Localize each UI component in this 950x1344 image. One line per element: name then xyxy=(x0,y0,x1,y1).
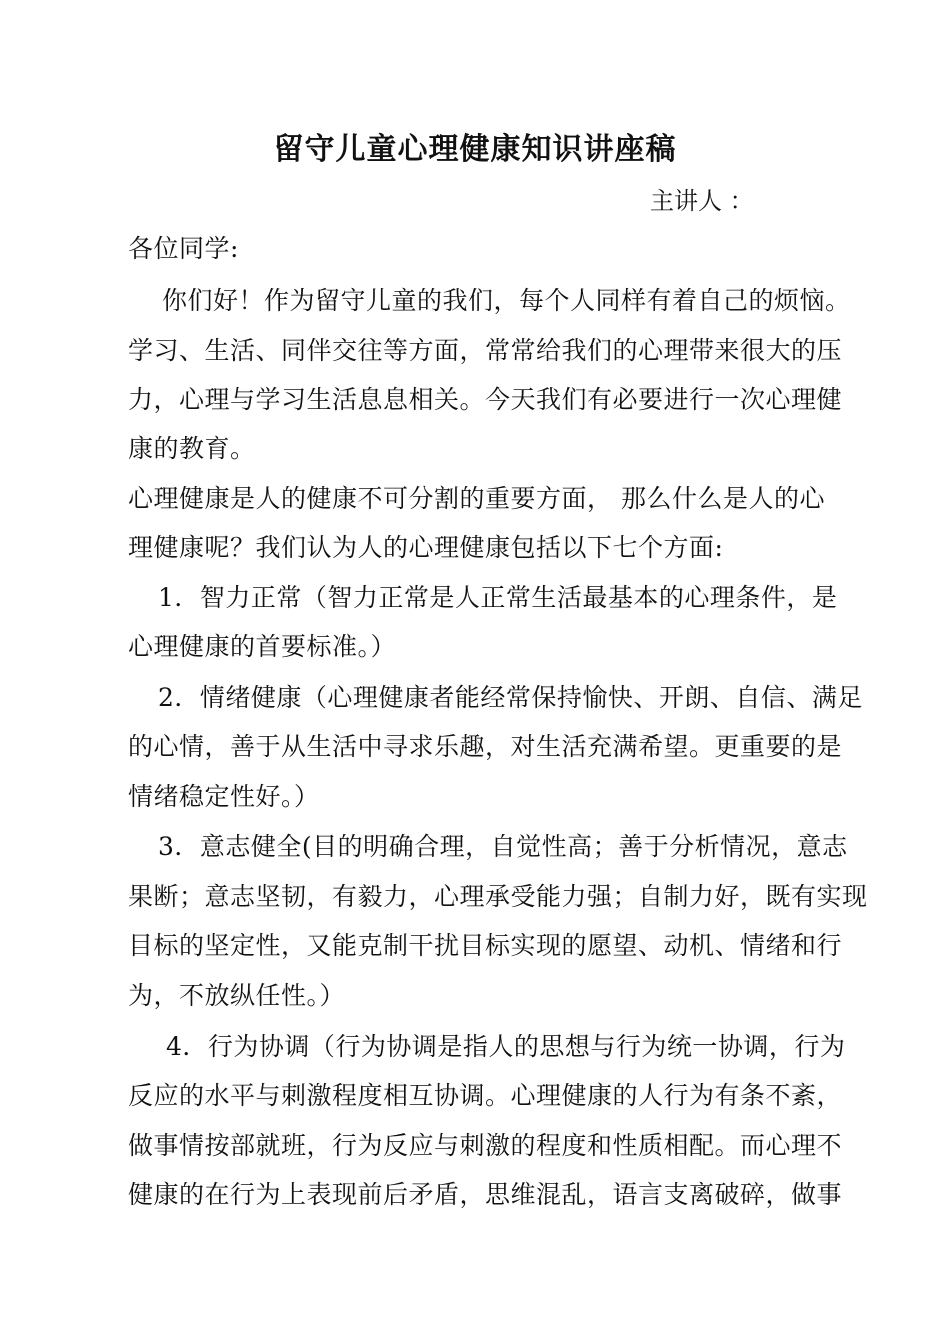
list-item-line: 3．意志健全(目的明确合理，自觉性高；善于分析情况，意志 xyxy=(158,832,848,861)
paragraph-line: 你们好！作为留守儿童的我们，每个人同样有着自己的烦恼。 xyxy=(162,286,851,315)
paragraph-line: 理健康呢？我们认为人的心理健康包括以下七个方面: xyxy=(128,533,724,562)
list-item-line: 健康的在行为上表现前后矛盾，思维混乱，语言支离破碎，做事 xyxy=(128,1180,843,1209)
list-item-line: 1．智力正常（智力正常是人正常生活最基本的心理条件，是 xyxy=(158,583,838,612)
list-item-line: 4．行为协调（行为协调是指人的思想与行为统一协调，行为 xyxy=(166,1032,846,1061)
list-item-line: 的心情，善于从生活中寻求乐趣，对生活充满希望。更重要的是 xyxy=(128,732,843,761)
paragraph-line: 康的教育。 xyxy=(128,434,256,463)
paragraph-line: 学习、生活、同伴交往等方面，常常给我们的心理带来很大的压 xyxy=(128,336,843,365)
list-item-line: 情绪稳定性好。） xyxy=(128,782,320,811)
list-item-line: 反应的水平与刺激程度相互协调。心理健康的人行为有条不紊， xyxy=(128,1081,843,1110)
paragraph-line: 心理健康是人的健康不可分割的重要方面， 那么什么是人的心 xyxy=(128,484,825,513)
list-item-line: 心理健康的首要标准。） xyxy=(128,632,397,661)
list-item-line: 目标的坚定性，又能克制干扰目标实现的愿望、动机、情绪和行 xyxy=(128,931,843,960)
document-title: 留守儿童心理健康知识讲座稿 xyxy=(273,132,677,167)
paragraph-line: 力，心理与学习生活息息相关。今天我们有必要进行一次心理健 xyxy=(128,385,843,414)
salutation: 各位同学: xyxy=(128,234,239,263)
speaker-label: 主讲人 ： xyxy=(650,187,754,215)
list-item-line: 为，不放纵任性。） xyxy=(128,981,346,1010)
list-item-line: 2．情绪健康（心理健康者能经常保持愉快、开朗、自信、满足 xyxy=(158,683,863,712)
list-item-line: 做事情按部就班，行为反应与刺激的程度和性质相配。而心理不 xyxy=(128,1131,843,1160)
list-item-line: 果断；意志坚韧，有毅力，心理承受能力强；自制力好，既有实现 xyxy=(128,882,868,911)
